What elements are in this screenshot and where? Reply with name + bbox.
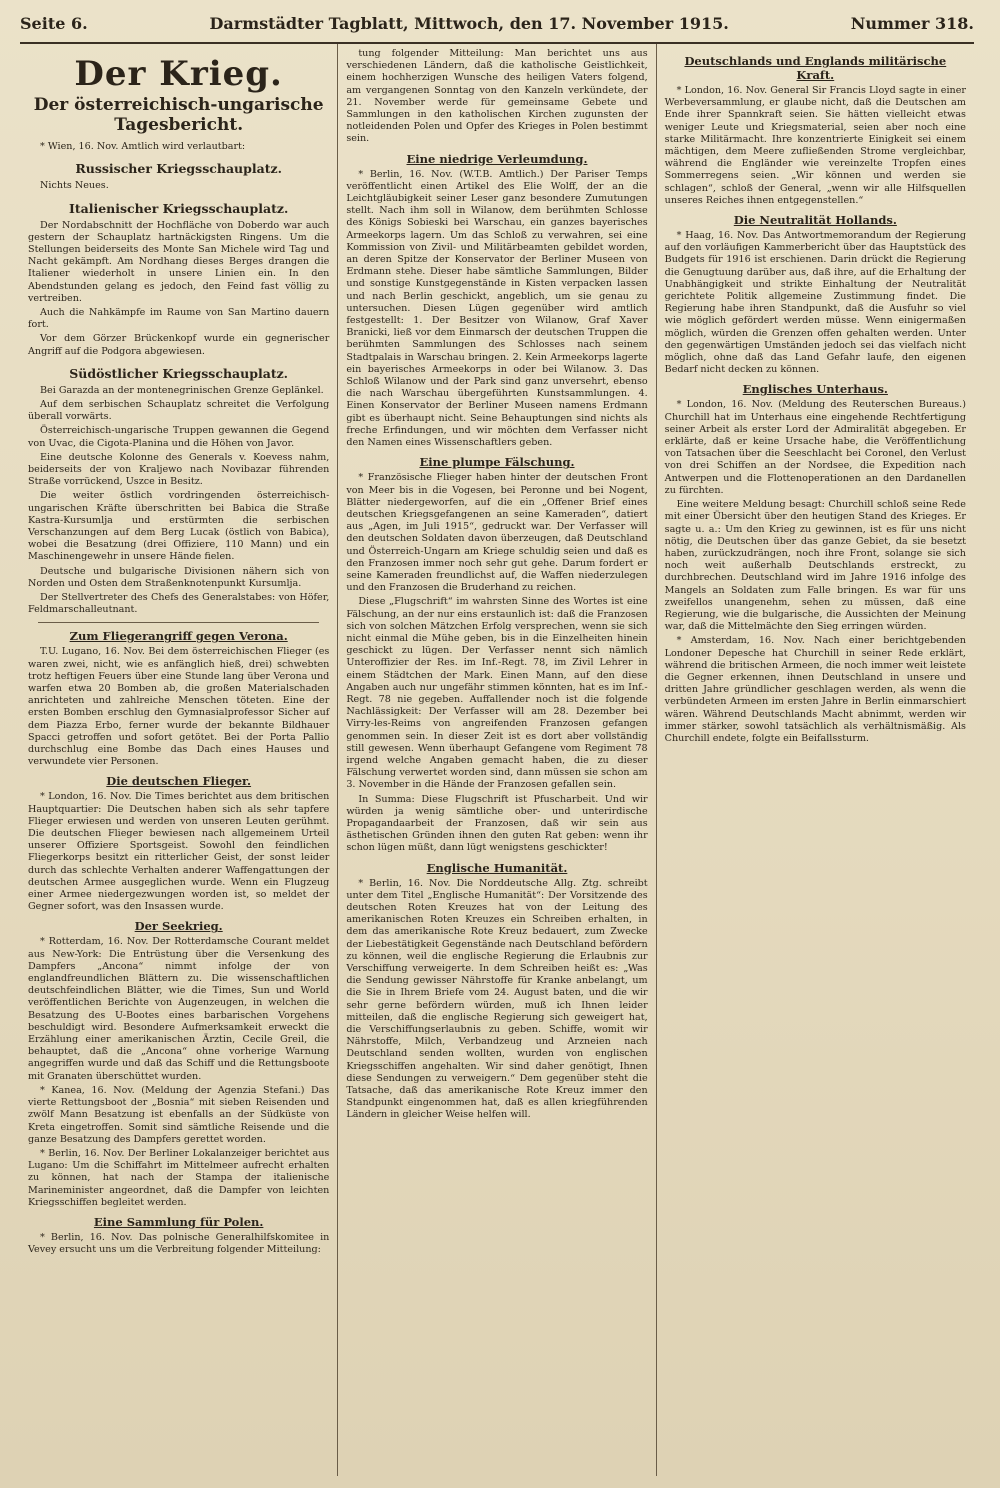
signature: Der Stellvertreter des Chefs des Generalstabes: von Höfer, Feldmarschalleutnant. bbox=[28, 591, 330, 616]
heading-russ: Russischer Kriegsschauplatz. bbox=[75, 161, 282, 177]
heading-polen: Eine Sammlung für Polen. bbox=[93, 1214, 264, 1229]
paragraph: * London, 16. Nov. General Sir Francis Lloyd sagte in einer Werbeversammlung, er glaube nicht, daß die Deutschen am Ende ihrer Spannkraft seien. Sie hätten vielleicht etwas weniger Leute und Kriegsmaterial, seien aber noch eine starke Militärmacht. Ihre konzentrierte Einigkeit sei einem mächtigen, dem Meere zufließenden Strome vergleichbar, während die Engländer wie vereinzelte Tropfen eines Sommerregens seien. „Wir können und werden sie schlagen“, schloß der General, „wenn wir alle Hilfsquellen unseres Reiches ihnen entgegenstellen.“ bbox=[664, 85, 966, 206]
paragraph: * Amsterdam, 16. Nov. Nach einer berichtgebenden Londoner Depesche hat Churchill in seiner Rede erklärt, während die britischen Armeen, die noch immer weit leistete die Gegner erkennen, ihnen Deutschland in unsere und dritten Jahre gründlicher geschlagen werden, als wenn die verbündeten Armeen im ersten Jahre in Berlin einmarschiert wären. Während Deutschlands Macht abnimmt, werden wir immer stärker, sowohl tatsächlich als verhältnismäßig. Als Churchill endete, folgte ein Beifallssturm. bbox=[664, 635, 966, 744]
heading-verleumdung: Eine niedrige Verleumdung. bbox=[406, 151, 588, 166]
paragraph: tung folgender Mitteilung: Man berichtet uns aus verschiedenen Ländern, daß die katholische Geistlichkeit, einem hochherzigen Wunsche des heiligen Vaters folgend, am vergangenen Sonntag von den Kanzeln verkündete, der 21. November werde für gemeinsame Gebete und Sammlungen in den katholischen Kirchen zugunsten der notleidenden Polen und Opfer des Krieges in Polen bestimmt sein. bbox=[346, 48, 648, 145]
publication-line: Darmstädter Tagblatt, Mittwoch, den 17. November 1915. bbox=[209, 14, 729, 33]
report-title: Der österreichisch-ungarische Tagesbericht. bbox=[33, 95, 324, 135]
paragraph: In Summa: Diese Flugschrift ist Pfuscharbeit. Und wir würden ja wenig sämtliche ober- und unterirdische Propagandaarbeit der Franzosen, daß wir sein aus ästhetischen Gründen ihnen den guten Rat geben: wenn ihr schon lügen müßt, dann lügt wenigstens geschickter! bbox=[346, 793, 648, 854]
heading-faelschung: Eine plumpe Fälschung. bbox=[419, 455, 575, 470]
paragraph: T.U. Lugano, 16. Nov. Bei dem österreichischen Flieger (es waren zwei, nicht, wie es anfänglich hieß, drei) schwebten trotz heftigen Feuers über eine Stunde lang über Verona und warfen etwa 20 Bomben ab, die großen Materialschaden anrichteten und zahlreiche Menschen töteten. Eine der ersten Bomben erschlug den Gymnasialprofessor Sicher auf dem Piazza Erbo, ferner wurde der bekannte Bildhauer Spacci getroffen und sofort getötet. Bei der Porta Pallio durchschlug eine Bombe das Dach eines Hauses und verwundete vier Personen. bbox=[28, 646, 330, 768]
paragraph: Österreichisch-ungarische Truppen gewannen die Gegend von Uvac, die Cigota-Planina und die Höhen von Javor. bbox=[28, 425, 330, 449]
column-1 bbox=[20, 44, 337, 1476]
paragraph: Bei Garazda an der montenegrinischen Grenze Geplänkel. bbox=[40, 384, 324, 396]
paragraph: * Haag, 16. Nov. Das Antwortmemorandum der Regierung auf den vorläufigen Kammerbericht über das Hauptstück des Budgets für 1916 ist erschienen. Darin drückt die Regierung die Genugtuung darüber aus, daß ihre, auf die Erhaltung der Unabhängigkeit und strikte Einhaltung der Neutralität gerichtete Politik allgemeine Zustimmung findet. Die Regierung habe ihren Standpunkt, daß die Ausfuhr so viel wie möglich gefördert werden müsse. Wenn einigermaßen möglich, würden die Grenzen offen gehalten werden. Unter den gegenwärtigen Umständen jedoch sei das vielfach nicht möglich, ohne daß das Land Gefahr laufe, den eigenen Bedarf nicht decken zu können. bbox=[664, 230, 966, 376]
heading-flieger: Die deutschen Flieger. bbox=[106, 774, 252, 789]
heading-humanitaet: Englische Humanität. bbox=[426, 860, 568, 875]
paragraph: Deutsche und bulgarische Divisionen nähern sich von Norden und Osten dem Straßenknotenpunkt Kursumlja. bbox=[28, 565, 330, 589]
paragraph: * Berlin, 16. Nov. Die Norddeutsche Allg. Ztg. schreibt unter dem Titel „Englische Humanität“: Der Vorsitzende des deutschen Roten Kreuzes hat von der Leitung des amerikanischen Roten Kreuzes ein Schreiben erhalten, in dem das amerikanische Rote Kreuz bedauert, zum Zwecke der Liebestätigkeit Gegenstände nach Deutschland befördern zu können, weil die englische Regierung die Erlaubnis zur Verschiffung verweigerte. In dem Schreiben heißt es: „Was die Sendung gewisser Nährstoffe für Kranke anbelangt, um die Sie in Ihrem Briefe vom 24. August baten, und die wir sehr gerne befördern würden, muß ich Ihnen leider mitteilen, daß die englische Regierung sich geweigert hat, die Verschiffungserlaubnis zu geben. Schiffe, womit wir Nährstoffe, Milch, Verbandzeug und Arzneien nach Deutschland senden wollten, wurden von englischen Kriegsschiffen angehalten. Wir sind daher genötigt, Ihnen diese Sendungen zu verweigern.“ Dem gegenüber steht die Tatsache, daß das amerikanische Rote Kreuz immer den Standpunkt eingenommen hat, daß es allen kriegführenden Ländern in gleicher Weise helfen will. bbox=[346, 877, 648, 1121]
column-2 bbox=[337, 44, 655, 1476]
heading-unterhaus: Englisches Unterhaus. bbox=[742, 382, 888, 397]
paragraph: Der Nordabschnitt der Hochfläche von Doberdo war auch gestern der Schauplatz hartnäckigsten Ringens. Um die Stellungen beiderseits des Monte San Michele wird Tag und Nacht gekämpft. Am Nordhang dieses Berges drangen die Italiener wiederholt in unsere Linien ein. In den Abendstunden gelang es jedoch, den Feind fast völlig zu vertreiben. bbox=[28, 219, 330, 304]
paragraph: * London, 16. Nov. Die Times berichtet aus dem britischen Hauptquartier: Die Deutschen haben sich als sehr tapfere Flieger erwiesen und werden von unseren Leuten gerühmt. Die deutschen Flieger bewiesen nach allgemeinem Urteil unserer Offiziere Sportsgeist. Sowohl den feindlichen Fliegerkorps besitzt ein ritterlicher Geist, der sonst leider durch das schlechte Verhalten anderer Waffengattungen der deutschen Armee ausgeglichen wurde. Wenn ein Flugzeug einer Armee niedergezwungen worden ist, so meldet der Gegner sofort, was den Insassen wurde. bbox=[28, 791, 330, 913]
paragraph: * Berlin, 16. Nov. Das polnische Generalhilfskomitee in Vevey ersucht uns um die Verbreitung folgender Mitteilung: bbox=[28, 1231, 330, 1256]
article-intro: * Wien, 16. Nov. Amtlich wird verlautbart: bbox=[40, 141, 246, 153]
heading-ital: Italienischer Kriegsschauplatz. bbox=[69, 200, 289, 216]
heading-verona: Zum Fliegerangriff gegen Verona. bbox=[69, 629, 288, 644]
paragraph: Auch die Nahkämpfe im Raume von San Martino dauern fort. bbox=[28, 306, 330, 331]
masthead bbox=[20, 14, 974, 44]
paragraph: * Französische Flieger haben hinter der deutschen Front von Meer bis in die Vogesen, bei Peronne und bei Nogent, Blätter niedergeworfen, auf die ein „Offener Brief eines deutschen Kriegsgefangenen an seine Kameraden“, datiert aus „Agen, im Juli 1915“, gedruckt war. Der Verfasser will den deutschen Soldaten davon überzeugen, daß Deutschland und Österreich-Ungarn am Kriege schuldig seien und daß es den Franzosen immer noch sehr gut gehe. Darum fordert er seine Kameraden freundlichst auf, die Waffen niederzulegen und den Franzosen die Bruderhand zu reichen. bbox=[346, 472, 648, 594]
column-3 bbox=[656, 44, 974, 1476]
main-title: Der Krieg. bbox=[74, 54, 283, 94]
paragraph: * Berlin, 16. Nov. (W.T.B. Amtlich.) Der Pariser Temps veröffentlicht einen Artikel des Elie Wolff, der an die Leichtgläubigkeit seiner Leser ganz besondere Zumutungen stellt. Nach ihm soll in Wilanow, dem berühmten Schlosse des Königs Sobieski bei Warschau, ein ganzes bayerisches Armeekorps lagern. Um das Schloß zu verwahren, sei eine Kommission von Zivil- und Militärbeamten gebildet worden, an deren Spitze der Konservator der Berliner Museen von Erdmann stehe. Dieser habe sämtliche Sammlungen, Bilder und sonstige Kunstgegenstände in Kisten verpacken lassen und nach Berlin geschickt, angeblich, um sie genau zu untersuchen. Diesen Lügen gegenüber wird amtlich festgestellt: 1. Der Besitzer von Wilanow, Graf Xaver Branicki, ließ vor dem Einmarsch der deutschen Truppen die berühmten Sammlungen des Schlosses nach seinem Stadtpalais in Warschau bringen. 2. Kein Armeekorps lagerte ein bayerisches Armeekorps in oder bei Wilanow. 3. Das Schloß Wilanow und der Park sind ganz unversehrt, ebenso die nach Warschau übergeführten Kunstsammlungen. 4. Einen Konservator der Berliner Museen namens Erdmann gibt es überhaupt nicht. Seine Behauptungen sind nichts als freche Erfindungen, und wir möchten dem Verfasser nicht den Namen eines Wissenschaftlers geben. bbox=[346, 168, 648, 449]
paragraph: * London, 16. Nov. (Meldung des Reuterschen Bureaus.) Churchill hat im Unterhaus eine eingehende Rechtfertigung seiner Arbeit als erster Lord der Admiralität abgegeben. Er erklärte, daß er keine Ursache habe, die Veröffentlichung von Tatsachen über die Seeschlacht bei Coronel, den Verlust von drei Schiffen an der Nordsee, die Expedition nach Antwerpen und die Flottenoperationen an den Dardanellen zu fürchten. bbox=[664, 399, 966, 496]
page-number: Seite 6. bbox=[20, 14, 88, 33]
divider bbox=[38, 622, 319, 623]
columns bbox=[20, 44, 974, 1476]
heading-holland: Die Neutralität Hollands. bbox=[733, 213, 897, 228]
heading-militaerkraft: Deutschlands und Englands militärische Kraft. bbox=[684, 54, 947, 82]
paragraph: * Berlin, 16. Nov. Der Berliner Lokalanzeiger berichtet aus Lugano: Um die Schiffahrt im Mittelmeer aufrecht erhalten zu können, hat nach der Stampa der italienische Marineminister angeordnet, daß die Dampfer von leichten Kriegsschiffen begleitet werden. bbox=[28, 1147, 330, 1208]
heading-seekrieg: Der Seekrieg. bbox=[134, 919, 223, 934]
paragraph: * Rotterdam, 16. Nov. Der Rotterdamsche Courant meldet aus New-York: Die Entrüstung über die Versenkung des Dampfers „Ancona“ nimmt infolge der von englandfreundlichen Blättern zu. Die wissenschaftlichen deutschfeindlichen Blätter, wie die Times, Sun und World veröffentlichen Berichte von Augenzeugen, in welchen die Besatzung des U-Bootes eines barbarischen Vorgehens beschuldigt wird. Besondere Aufmerksamkeit erweckt die Erzählung einer amerikanischen Ärztin, Cecile Greil, die behauptet, daß die „Ancona“ ohne vorherige Warnung angegriffen wurde und daß das Schiff und die Rettungsboote mit Granaten überschüttet wurden. bbox=[28, 936, 330, 1082]
paragraph: Nichts Neues. bbox=[40, 180, 109, 192]
paragraph: Diese „Flugschrift“ im wahrsten Sinne des Wortes ist eine Fälschung, an der nur eins erstaunlich ist: daß die Franzosen sich von solchen Mätzchen Erfolg versprechen, wenn sie sich nicht einmal die Mühe geben, bis in die Einzelheiten hinein geschickt zu lügen. Der Verfasser nennt sich nämlich Unteroffizier der Res. im Inf.-Regt. 78, im Zivil Lehrer in einem Städtchen der Mark. Einen Mann, auf den diese Angaben auch nur ungefähr stimmen könnten, hat es im Inf.-Regt. 78 nie gegeben. Auffallender noch ist die folgende Nachlässigkeit: Der Verfasser will am 28. Dezember bei Virry-les-Reims von angreifenden Franzosen gefangen genommen sein. In dieser Zeit ist es dort aber vollständig still gewesen. Wenn überhaupt Gefangene vom Regiment 78 irgend welche Angaben gemacht haben, die zu dieser Fälschung verwertet worden sind, dann müssen sie schon am 3. November in die Hände der Franzosen gefallen sein. bbox=[346, 596, 648, 791]
paragraph: Die weiter östlich vordringenden österreichisch-ungarischen Kräfte überschritten bei Babica die Straße Kastra-Kursumlja und erstürmten die serbischen Verschanzungen auf dem Berg Lucak (östlich von Babica), wobei die Besatzung (drei Offiziere, 110 Mann) und ein Maschinengewehr in unsere Hände fielen. bbox=[28, 490, 330, 563]
paragraph: Eine deutsche Kolonne des Generals v. Koevess nahm, beiderseits der von Kraljewo nach Novibazar führenden Straße vorrückend, Uszce in Besitz. bbox=[28, 451, 330, 488]
paragraph: Eine weitere Meldung besagt: Churchill schloß seine Rede mit einer Übersicht über den heutigen Stand des Krieges. Er sagte u. a.: Um den Krieg zu gewinnen, ist es für uns nicht nötig, die Deutschen über das ganze Gebiet, da sie besetzt haben, zurückzudrängen, noch ihre Front, solange sie sich noch weit außerhalb Deutschlands erstreckt, zu durchbrechen. Deutschland wird im Jahre 1916 infolge des Mangels an Soldaten zum Falle bringen. Es war für uns zweifellos unangenehm, sehen zu müssen, daß eine Regierung, wie die bulgarische, die Aussichten der Meinung war, daß die Mittelmächte den Sieg erringen würden. bbox=[664, 499, 966, 633]
paragraph: Auf dem serbischen Schauplatz schreitet die Verfolgung überall vorwärts. bbox=[28, 398, 330, 423]
paragraph: * Kanea, 16. Nov. (Meldung der Agenzia Stefani.) Das vierte Rettungsboot der „Bosnia“ mit sieben Reisenden und zwölf Mann Besatzung ist ebenfalls an der Südküste von Kreta eingetroffen. Somit sind sämtliche Reisende und die ganze Besatzung des Dampfers gerettet worden. bbox=[28, 1084, 330, 1145]
paragraph: Vor dem Görzer Brückenkopf wurde ein gegnerischer Angriff auf die Podgora abgewiesen. bbox=[28, 333, 330, 357]
issue-number: Nummer 318. bbox=[850, 14, 974, 33]
heading-sued: Südöstlicher Kriegsschauplatz. bbox=[69, 365, 289, 381]
